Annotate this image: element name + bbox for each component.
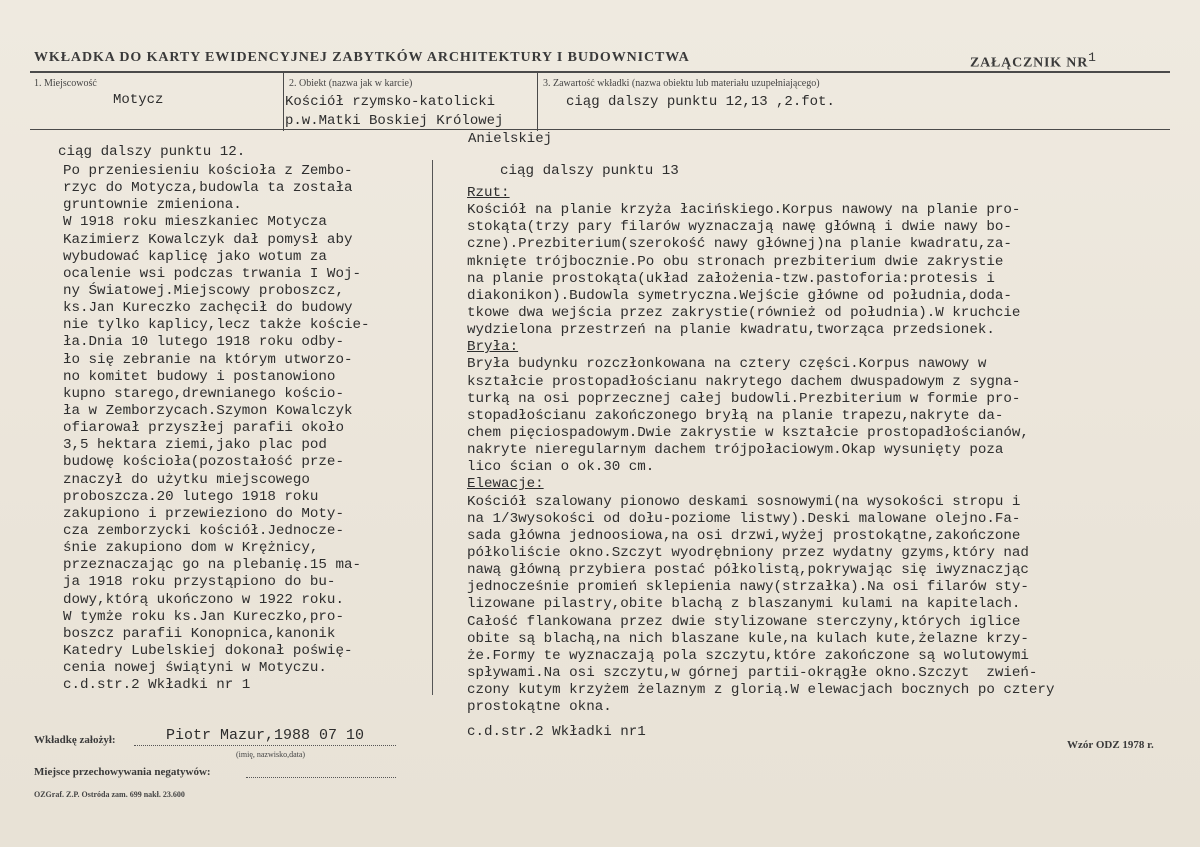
elewacje-text-line: jednocześnie promień sklepienia nawy(strzałka).Na osi filarów sty- [467,579,1029,596]
right-column-text [467,185,1054,742]
author-label: Wkładkę założył: [34,734,116,746]
rzut-text-line: mknięte trójbocznie.Po obu stronach prezbiterium dwie zakrystie [467,253,1004,270]
field-2-value-line2: p.w.Matki Boskiej Królowej [285,113,504,129]
left-text-line: proboszcza.20 lutego 1918 roku [63,488,319,505]
annex-number: 1 [1088,50,1097,65]
rzut-text-line: wydzielona przestrzeń na planie kwadratu,tworząca przedsionek. [467,322,995,339]
left-text-line: wybudować kaplicę jako wotum za [63,248,327,265]
bryla-text-line: turką na osi poprzecznej całej budowli.Prezbiterium w formie pro- [467,390,1021,407]
author-hint: (imię, nazwisko,data) [236,750,306,759]
section-title-bryla: Bryła: [467,339,519,356]
field-2-value-line1: Kościół rzymsko-katolicki [285,94,496,110]
rzut-text-line: na planie prostokąta(układ założenia-tzw.pastoforia:protesis i [467,270,995,287]
bryla-text-line: Bryła budynku rozczłonkowana na cztery części.Korpus nawowy w [467,356,987,373]
field-divider-2 [537,73,538,131]
left-text-line: ła w Zemborzycach.Szymon Kowalczyk [63,402,353,419]
left-text-line: ks.Jan Kureczko zachęcił do budowy [63,300,353,317]
bryla-text-line: kształcie prostopadłościanu nakrytego dachem dwuspadowym z sygna- [467,373,1021,390]
left-text-line: gruntownie zmieniona. [63,197,242,214]
left-text-line: zakupiono i przewieziono do Moty- [63,505,344,522]
rzut-text-line: stokąta(trzy pary filarów wyznaczają nawę główną i dwie nawy bo- [467,219,1012,236]
form-title: WKŁADKA DO KARTY EWIDENCYJNEJ ZABYTKÓW ARCHITEKTURY I BUDOWNICTWA [34,50,690,65]
left-text-line: Katedry Lubelskiej dokonał poświę- [63,642,353,659]
left-text-line: śnie zakupiono dom w Krężnicy, [63,540,319,557]
left-text-line: rzyc do Motycza,budowla ta została [63,180,353,197]
elewacje-text-line: czony kutym krzyżem żelaznym z glorią.W elewacjach bocznych po cztery [467,682,1055,699]
left-text-line: no komitet budowy i postanowiono [63,368,336,385]
left-text-line: kupno starego,drewnianego kościo- [63,385,344,402]
elewacje-text-line: lizowane pilastry,obite blachą z blaszanymi kulami na kapitelach. [467,596,1021,613]
left-text-line: 3,5 hektara ziemi,jako plac pod [63,437,327,454]
left-text-line: ofiarował przyszłej parafii około [63,420,344,437]
storage-label: Miejsce przechowywania negatywów: [34,766,211,778]
rzut-text-line: tkowe dwa wejścia przez zakrystie(również od południa).W kruchcie [467,304,1021,321]
field-1-value: Motycz [113,92,164,108]
left-text-line: ło się zebranie na którym utworzo- [63,351,353,368]
storage-dotline [246,777,396,778]
left-text-line: ocalenie wsi podczas trwania I Woj- [63,265,361,282]
spacer [467,716,1054,724]
bryla-text-line: nakryte nieregularnym dachem trójpołaciowym.Okap wysunięty poza [467,442,1004,459]
field-1-label: 1. Miejscowość [34,78,97,89]
fields-bottom-rule [30,129,1170,130]
elewacje-text-line: Kościół szalowany pionowo deskami sosnowymi(na wysokości stropu i [467,493,1021,510]
elewacje-text-line: na 1/3wysokości od dołu-poziome listwy).Deski malowane olejno.Fa- [467,510,1021,527]
bryla-text-line: lico ścian o ok.30 cm. [467,459,655,476]
left-text-line: Po przeniesieniu kościoła z Zembo- [63,163,353,179]
left-text-line: przeznaczając go na plebanię.15 ma- [63,557,361,574]
elewacje-text-line: Całość flankowana przez dwie stylizowane sterczyny,których iglice [467,613,1021,630]
section-title-rzut: Rzut: [467,185,510,201]
right-column-heading: ciąg dalszy punktu 13 [500,163,679,179]
left-text-line: ja 1918 roku przystąpiono do bu- [63,574,336,591]
printer-info: OZGraf. Z.P. Ostróda zam. 699 nakł. 23.600 [34,790,185,799]
left-text-line: dowy,którą ukończono w 1922 roku. [63,591,344,608]
field-3-value: ciąg dalszy punktu 12,13 ,2.fot. [566,94,835,110]
header-rule [30,71,1170,73]
rzut-text-line: diakonikon).Budowla symetryczna.Wejście główne od południa,doda- [467,287,1012,304]
elewacje-text-line: prostokątne okna. [467,699,612,716]
elewacje-text-line: nawą główną przybiera postać półkolistą,pokrywając się iwyznaczjąc [467,562,1029,579]
right-footer-note: c.d.str.2 Wkładki nr1 [467,724,646,741]
field-divider-1 [283,73,284,131]
left-text-line: c.d.str.2 Wkładki nr 1 [63,677,251,694]
elewacje-text-line: obite są blachą,na nich blaszane kule,na kulach kute,żelazne krzy- [467,630,1029,647]
left-text-line: budowę kościoła(pozostałość prze- [63,454,344,471]
elewacje-text-line: spływami.Na osi szczytu,w górnej partii-okrągłe okno.Szczyt zwień- [467,664,1038,681]
column-separator [432,160,433,695]
left-text-line: W 1918 roku mieszkaniec Motycza [63,214,327,231]
field-3-label: 3. Zawartość wkładki (nazwa obiektu lub materiału uzupełniającego) [543,78,820,89]
bryla-text-line: stopadłościanu zakończonego bryłą na planie trapezu,nakryte da- [467,407,1004,424]
left-text-line: ła.Dnia 10 lutego 1918 roku odby- [63,334,344,351]
rzut-text-line: Kościół na planie krzyża łacińskiego.Korpus nawowy na planie pro- [467,202,1021,219]
form-model: Wzór ODZ 1978 r. [1067,739,1154,751]
left-text-line: cenia nowej świątyni w Motyczu. [63,660,327,677]
bryla-text-line: chem pięciospadowym.Dwie zakrystie w kształcie prostopadłościanów, [467,424,1029,441]
annex-label [970,50,1097,72]
left-text-line: ny Światowej.Miejscowy proboszcz, [63,282,344,299]
section-title-elewacje: Elewacje: [467,476,544,493]
left-text-line: boszcz parafii Konopnica,kanonik [63,625,336,642]
author-value: Piotr Mazur,1988 07 10 [166,727,365,744]
elewacje-text-line: że.Formy te wyznaczają pola szczytu,które zakończone są wolutowymi [467,647,1029,664]
elewacje-text-line: sada główna jednoosiowa,na osi drzwi,wyżej prostokątne,zakończone [467,527,1021,544]
field-2-label: 2. Obiekt (nazwa jak w karcie) [289,78,413,89]
left-text-line: znaczył do użytku miejscowego [63,471,310,488]
rzut-text-line: czne).Prezbiterium(szerokość nawy głównej)na planie kwadratu,za- [467,236,1012,253]
field-2-value-line3: Anielskiej [468,131,553,147]
left-text-line: W tymże roku ks.Jan Kureczko,pro- [63,608,344,625]
left-text-line: nie tylko kaplicy,lecz także koście- [63,317,370,334]
annex-label-text: ZAŁĄCZNIK NR [970,55,1089,71]
left-column-text [63,163,370,694]
left-text-line: Kazimierz Kowalczyk dał pomysł aby [63,231,353,248]
elewacje-text-line: półkoliście okno.Szczyt wyodrębniony przez wydatny gzyms,który nad [467,544,1029,561]
left-column-heading: ciąg dalszy punktu 12. [58,144,246,160]
left-text-line: cza zemborzycki kościół.Jednocze- [63,522,344,539]
author-dotline [134,745,396,746]
